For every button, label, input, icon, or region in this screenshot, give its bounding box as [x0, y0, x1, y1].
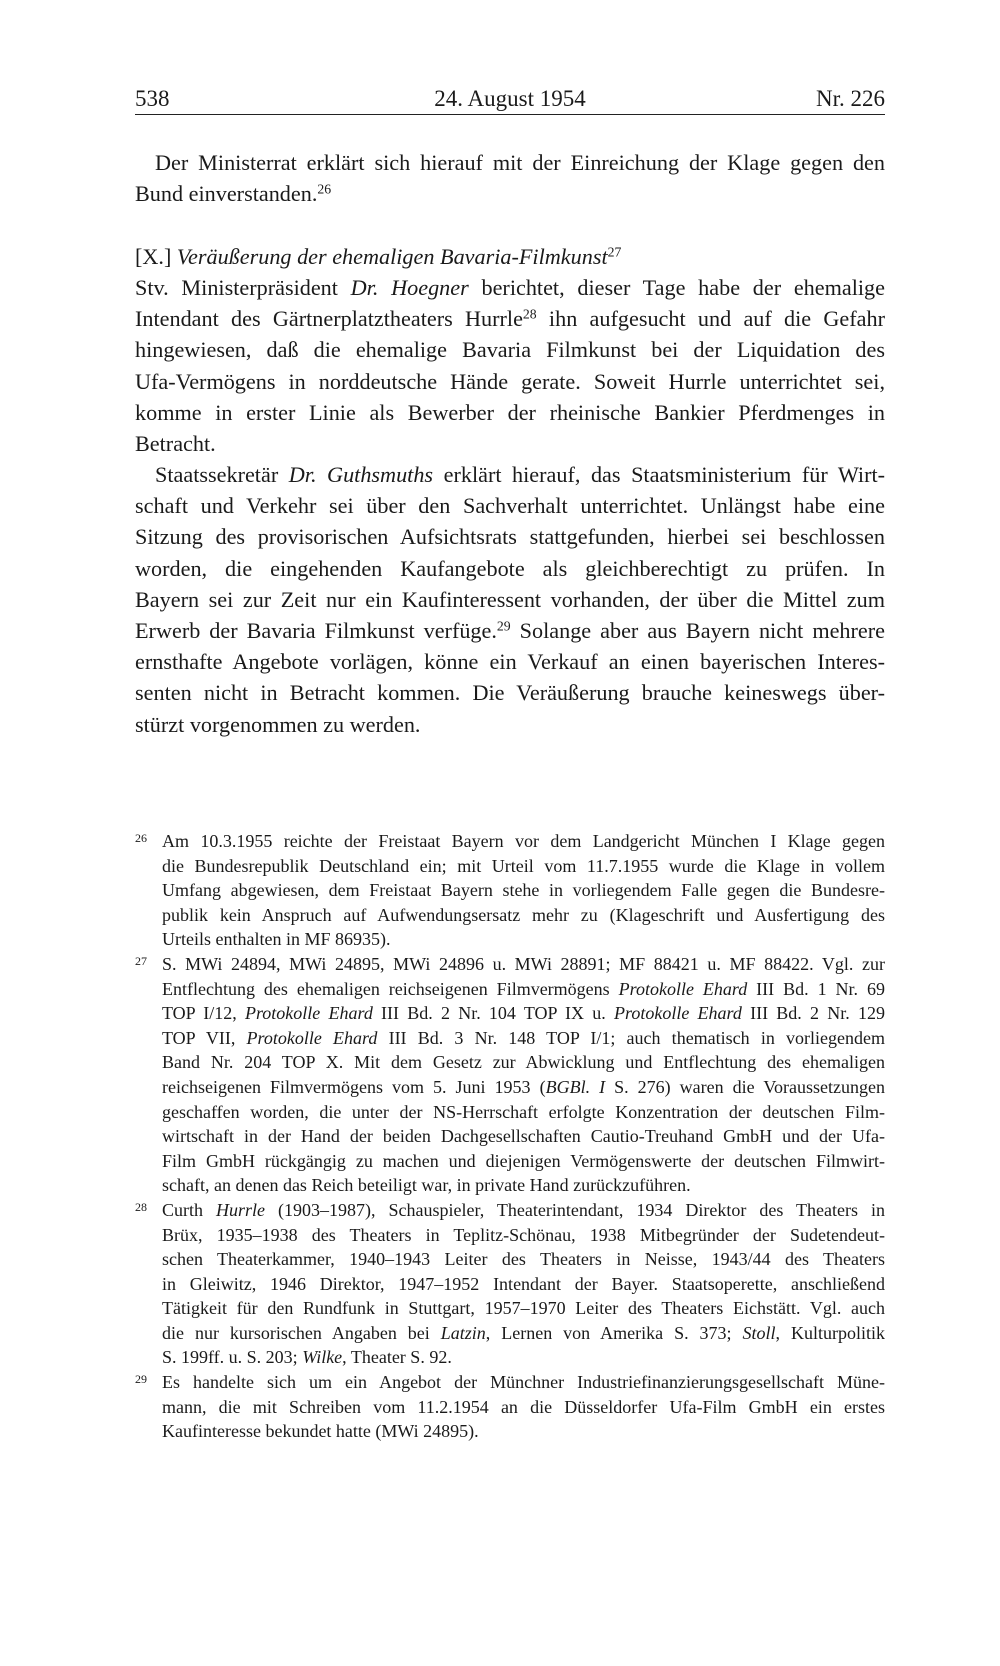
text-line: Betracht. — [135, 430, 216, 456]
running-header — [135, 84, 885, 114]
footnote-line: publik kein Anspruch auf Aufwendungsersatz mehr zu (Klageschrift und Ausfertigung des — [162, 904, 885, 925]
footnote-line: Urteils enthalten in MF 86935). — [162, 929, 391, 950]
footnote-ref-26[interactable]: 26 — [317, 181, 332, 197]
footnote-line: die nur kursorischen Angaben bei Latzin, Lernen von Amerika S. 373; Stoll, Kulturpolitik — [162, 1322, 885, 1343]
paragraph-resolution — [135, 147, 885, 209]
footnote-line: Film GmbH rückgängig zu machen und diejenigen Vermögenswerte der deutschen Filmwirt- — [162, 1150, 885, 1171]
footnote-number: 28 — [135, 1199, 147, 1214]
footnotes — [135, 829, 885, 1444]
text-line: ernsthafte Angebote vorlägen, könne ein Verkauf an einen bayerischen Interes- — [135, 649, 885, 675]
text-line: Sitzung des provisorischen Aufsichtsrats stattgefunden, hierbei sei beschlossen — [135, 524, 885, 550]
paragraph-hoegner-report — [135, 272, 885, 459]
section-heading — [135, 241, 885, 272]
footnote-number: 27 — [135, 953, 147, 968]
footnote-line: in Gleiwitz, 1946 Direktor, 1947–1952 Intendant der Bayer. Staatsoperette, anschließend — [162, 1273, 885, 1294]
footnote-line: Tätigkeit für den Rundfunk in Stuttgart, 1957–1970 Leiter des Theaters Eichstätt. Vgl. auch — [162, 1298, 885, 1319]
footnote-26 — [135, 829, 885, 952]
page-number: 538 — [135, 86, 170, 111]
footnote-line: Curth Hurrle (1903–1987), Schauspieler, Theaterintendant, 1934 Direktor des Theaters in — [162, 1199, 885, 1220]
person-name: Dr. Guthsmuths — [288, 462, 434, 487]
person-name: Dr. Hoegner — [350, 275, 469, 300]
text-line: Bayern sei zur Zeit nur ein Kaufinteressent vorhanden, der über die Mittel zum — [135, 586, 885, 612]
footnote-line: Band Nr. 204 TOP X. Mit dem Gesetz zur Abwicklung und Entflechtung des ehemaligen — [162, 1052, 885, 1073]
footnote-number: 29 — [135, 1372, 147, 1387]
footnote-ref-28[interactable]: 28 — [522, 306, 537, 322]
text-line: Der Ministerrat erklärt sich hierauf mit der Einreichung der Klage gegen den — [155, 150, 885, 175]
text-line: Erwerb der Bavaria Filmkunst verfüge.$^{29}$ Solange aber aus Bayern nicht mehrere — [135, 617, 885, 643]
text-line: Intendant des Gärtnerplatztheaters Hurrle$^{28}$ ihn aufgesucht und auf die Gefahr — [135, 306, 885, 332]
footnote-27 — [135, 952, 885, 1198]
text-line: komme in erster Linie als Bewerber der rheinische Bankier Pferdmenges in — [135, 399, 885, 425]
text-line: Stv. Ministerpräsident Dr. Hoegner berichtet, dieser Tage habe der ehemalige — [135, 275, 885, 300]
footnote-line: Am 10.3.1955 reichte der Freistaat Bayern vor dem Landgericht München I Klage gegen — [162, 831, 885, 851]
footnote-line: geschaffen worden, die unter der NS-Herrschaft erfolgte Konzentration der deutschen Film- — [162, 1101, 885, 1122]
text-line: Bund einverstanden.$^{26}$ — [135, 181, 332, 207]
text-line — [135, 241, 885, 272]
footnote-line: Es handelte sich um ein Angebot der Münchner Industriefinanzierungsgesellschaft Müne- — [162, 1372, 885, 1393]
text-line: Staatssekretär Dr. Guthsmuths erklärt hierauf, das Staatsministerium für Wirt- — [155, 462, 886, 487]
text-line: schaft und Verkehr sei über den Sachverhalt unterrichtet. Unlängst habe eine — [135, 493, 885, 519]
footnote-number: 26 — [135, 831, 147, 845]
section-title: Veräußerung der ehemaligen Bavaria-Filmkunst — [176, 244, 608, 269]
footnote-line: reichseigenen Filmvermögens vom 5. Juni 1953 (BGBl. I S. 276) waren die Voraussetzungen — [162, 1076, 885, 1097]
header-rule — [135, 114, 885, 115]
text-line: senten nicht in Betracht kommen. Die Veräußerung brauche keineswegs über- — [135, 680, 885, 706]
footnote-line: Brüx, 1935–1938 des Theaters in Teplitz-Schönau, 1938 Mitbegründer der Sudetendeut- — [162, 1224, 885, 1245]
footnote-line: S. 199ff. u. S. 203; Wilke, Theater S. 92. — [162, 1347, 452, 1368]
text-line: stürzt vorgenommen zu werden. — [135, 711, 421, 737]
footnote-29 — [135, 1370, 885, 1444]
footnote-line: wirtschaft in der Hand der beiden Dachgesellschaften Cautio-Treuhand GmbH und der Ufa- — [162, 1126, 885, 1147]
header-issue-number: Nr. 226 — [816, 86, 885, 111]
footnote-line: die Bundesrepublik Deutschland ein; mit Urteil vom 11.7.1955 wurde die Klage in vollem — [162, 855, 885, 876]
footnote-line: schaft, an denen das Reich beteiligt war, in private Hand zurückzuführen. — [162, 1175, 691, 1196]
text-line: worden, die eingehenden Kaufangebote als gleichberechtigt zu prüfen. In — [135, 555, 885, 581]
footnote-line: TOP VII, Protokolle Ehard III Bd. 3 Nr. 148 TOP I/1; auch thematisch in vorliegendem — [162, 1027, 885, 1048]
footnote-line: Entflechtung des ehemaligen reichseigenen Filmvermögens Protokolle Ehard III Bd. 1 Nr. 69 — [162, 978, 885, 999]
footnote-line: schen Theaterkammer, 1940–1943 Leiter des Theaters in Neisse, 1943/44 des Theaters — [162, 1249, 885, 1270]
section-number: [X.] — [135, 244, 172, 269]
footnote-28 — [135, 1198, 885, 1370]
footnote-ref-29[interactable]: 29 — [496, 618, 511, 634]
footnote-ref-27[interactable]: 27 — [607, 244, 622, 260]
footnote-line: S. MWi 24894, MWi 24895, MWi 24896 u. MWi 28891; MF 88421 u. MF 88422. Vgl. zur — [162, 953, 885, 974]
text-line: hingewiesen, daß die ehemalige Bavaria Filmkunst bei der Liquidation des — [135, 337, 885, 363]
footnote-line: Umfang abgewiesen, dem Freistaat Bayern stehe in vorliegendem Falle gegen die Bundesre- — [162, 880, 885, 901]
footnote-line: Kaufinteresse bekundet hatte (MWi 24895). — [162, 1421, 479, 1442]
footnote-line: TOP I/12, Protokolle Ehard III Bd. 2 Nr. 104 TOP IX u. Protokolle Ehard III Bd. 2 Nr. 129 — [162, 1003, 885, 1024]
paragraph-guthsmuths-statement — [135, 459, 885, 740]
header-date: 24. August 1954 — [434, 86, 586, 111]
footnote-line: mann, die mit Schreiben vom 11.2.1954 an die Düsseldorfer Ufa-Film GmbH ein erstes — [162, 1396, 885, 1417]
text-line: Ufa-Vermögens in norddeutsche Hände gerate. Soweit Hurrle unterrichtet sei, — [135, 368, 885, 394]
